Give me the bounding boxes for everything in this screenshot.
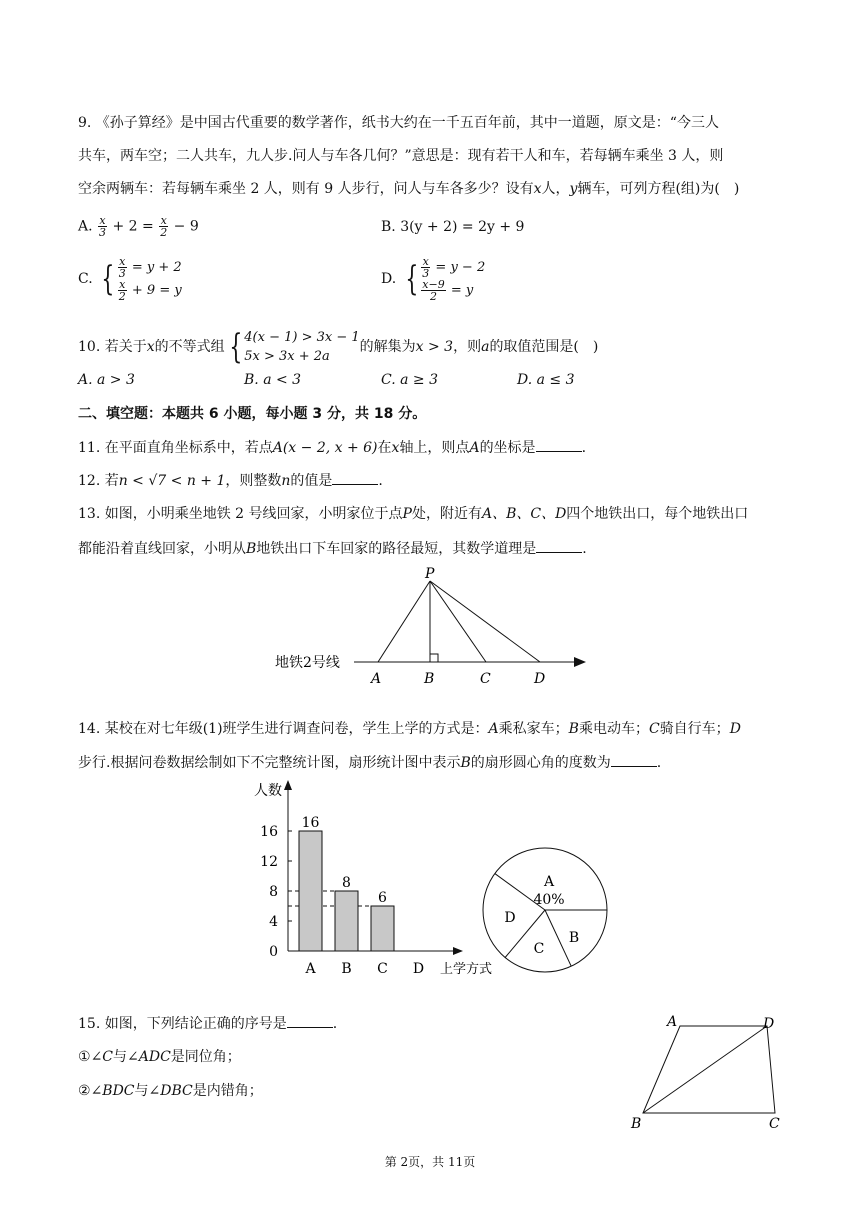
y-axis-label: 人数 bbox=[254, 783, 282, 799]
q9-line-3: 空余两辆车：若每辆车乘坐 2 人，则有 9 人步行，问人与车各多少？设有x人，y辆车，可列方程(组)为( ) bbox=[78, 181, 740, 197]
label-p: P bbox=[425, 566, 435, 582]
y-axis-arrow bbox=[284, 780, 292, 790]
bar-value-label: 6 bbox=[378, 890, 387, 906]
answer-blank bbox=[536, 538, 582, 553]
pie-chart bbox=[475, 840, 615, 980]
q10-line: 10. 若关于x的不等式组 { 4(x − 1) > 3x − 1 5x > 3x + 2a 的解集为x > 3，则a的取值范围是( ) bbox=[78, 327, 599, 367]
q15-line-1: 15. 如图，下列结论正确的序号是 . bbox=[78, 1013, 337, 1034]
q10-option-c: C. a ≥ 3 bbox=[381, 372, 438, 388]
answer-blank bbox=[611, 752, 657, 767]
bar-c bbox=[371, 906, 394, 951]
subway-line-label: 地铁2号线 bbox=[275, 655, 340, 671]
q10-option-d: D. a ≤ 3 bbox=[517, 372, 575, 388]
y-tick-label: 12 bbox=[260, 854, 278, 870]
q13-line-1: 13. 如图，小明乘坐地铁 2 号线回家，小明家位于点P处，附近有A、B、C、D四个地铁出口，每个地铁出口 bbox=[78, 506, 749, 522]
label-c: C bbox=[480, 671, 491, 687]
label-b: B bbox=[631, 1116, 642, 1132]
bar-chart bbox=[250, 778, 493, 978]
label-d: D bbox=[763, 1016, 775, 1032]
q14-line-2: 步行.根据问卷数据绘制如下不完整统计图，扇形统计图中表示B的扇形圆心角的度数为 . bbox=[78, 752, 661, 773]
q15-statement-2: ②∠BDC与∠DBC是内错角； bbox=[78, 1083, 263, 1099]
y-tick-label: 4 bbox=[269, 914, 278, 930]
slice-label-c: C bbox=[533, 941, 545, 957]
q10-option-a: A. a > 3 bbox=[78, 372, 135, 388]
x-axis-label: 上学方式 bbox=[440, 962, 493, 977]
q9-line-2: 共车，两车空；二人共车，九人步.问人与车各几何？”意思是：现有若干人和车，若每辆车乘坐 3 人，则 bbox=[78, 148, 724, 164]
answer-blank bbox=[332, 470, 378, 485]
q9-option-b: B. 3(y + 2) = 2y + 9 bbox=[381, 219, 525, 235]
trapezoid-figure bbox=[625, 1008, 800, 1133]
label-b: B bbox=[424, 671, 435, 687]
y-tick-label: 16 bbox=[260, 824, 278, 840]
q9-line-1: 9. 《孙子算经》是中国古代重要的数学著作，纸书大约在一千五百年前，其中一道题，原文是：“今三人 bbox=[78, 115, 719, 131]
q10-option-b: B. a < 3 bbox=[244, 372, 302, 388]
x-axis-arrow bbox=[453, 947, 463, 955]
x-tick-label: C bbox=[377, 961, 388, 977]
label-c: C bbox=[769, 1116, 780, 1132]
section-heading: 二、填空题：本题共 6 小题，每小题 3 分，共 18 分。 bbox=[78, 406, 427, 422]
slice-label-a: A bbox=[543, 874, 555, 890]
bar-a bbox=[299, 831, 322, 951]
q15-statement-1: ①∠C与∠ADC是同位角； bbox=[78, 1049, 241, 1065]
q12-line: 12. 若n < √7 < n + 1，则整数n的值是 . bbox=[78, 470, 383, 491]
x-tick-label: A bbox=[305, 961, 316, 977]
answer-blank bbox=[287, 1013, 333, 1028]
q9-option-c: C. { $\frac{x}{3}$ = y + 2 $\frac{x}{2}$ + 9 = y bbox=[78, 255, 182, 303]
bar-b bbox=[335, 891, 358, 951]
q14-line-1: 14. 某校在对七年级(1)班学生进行调查问卷，学生上学的方式是：A乘私家车；B乘电动车；C骑自行车；D bbox=[78, 721, 741, 737]
bar-value-label: 8 bbox=[342, 875, 351, 891]
subway-figure bbox=[270, 565, 590, 690]
bar-value-label: 16 bbox=[301, 815, 320, 831]
label-a: A bbox=[667, 1014, 678, 1030]
q13-line-2: 都能沿着直线回家，小明从B地铁出口下车回家的路径最短，其数学道理是 . bbox=[78, 538, 587, 559]
q9-option-d: D. { $\frac{x}{3}$ = y − 2 $\frac{x-9}{2}$ = y bbox=[381, 255, 486, 303]
page-footer: 第 2页，共 11页 bbox=[384, 1155, 476, 1169]
y-tick-label: 0 bbox=[269, 944, 278, 960]
slice-label-d: D bbox=[504, 910, 516, 926]
x-tick-label: D bbox=[412, 961, 425, 977]
slice-value-a: 40% bbox=[533, 892, 565, 908]
q9-option-a: A. $\frac{x}{3}$ + 2 = $\frac{x}{2}$ − 9 bbox=[78, 214, 199, 239]
label-a: A bbox=[371, 671, 382, 687]
y-tick-label: 8 bbox=[269, 884, 278, 900]
label-d: D bbox=[534, 671, 546, 687]
x-tick-label: B bbox=[341, 961, 352, 977]
q11-line: 11. 在平面直角坐标系中，若点A(x − 2, x + 6)在x轴上，则点A的坐标是 . bbox=[78, 437, 586, 458]
slice-label-b: B bbox=[568, 930, 580, 946]
answer-blank bbox=[536, 437, 582, 452]
